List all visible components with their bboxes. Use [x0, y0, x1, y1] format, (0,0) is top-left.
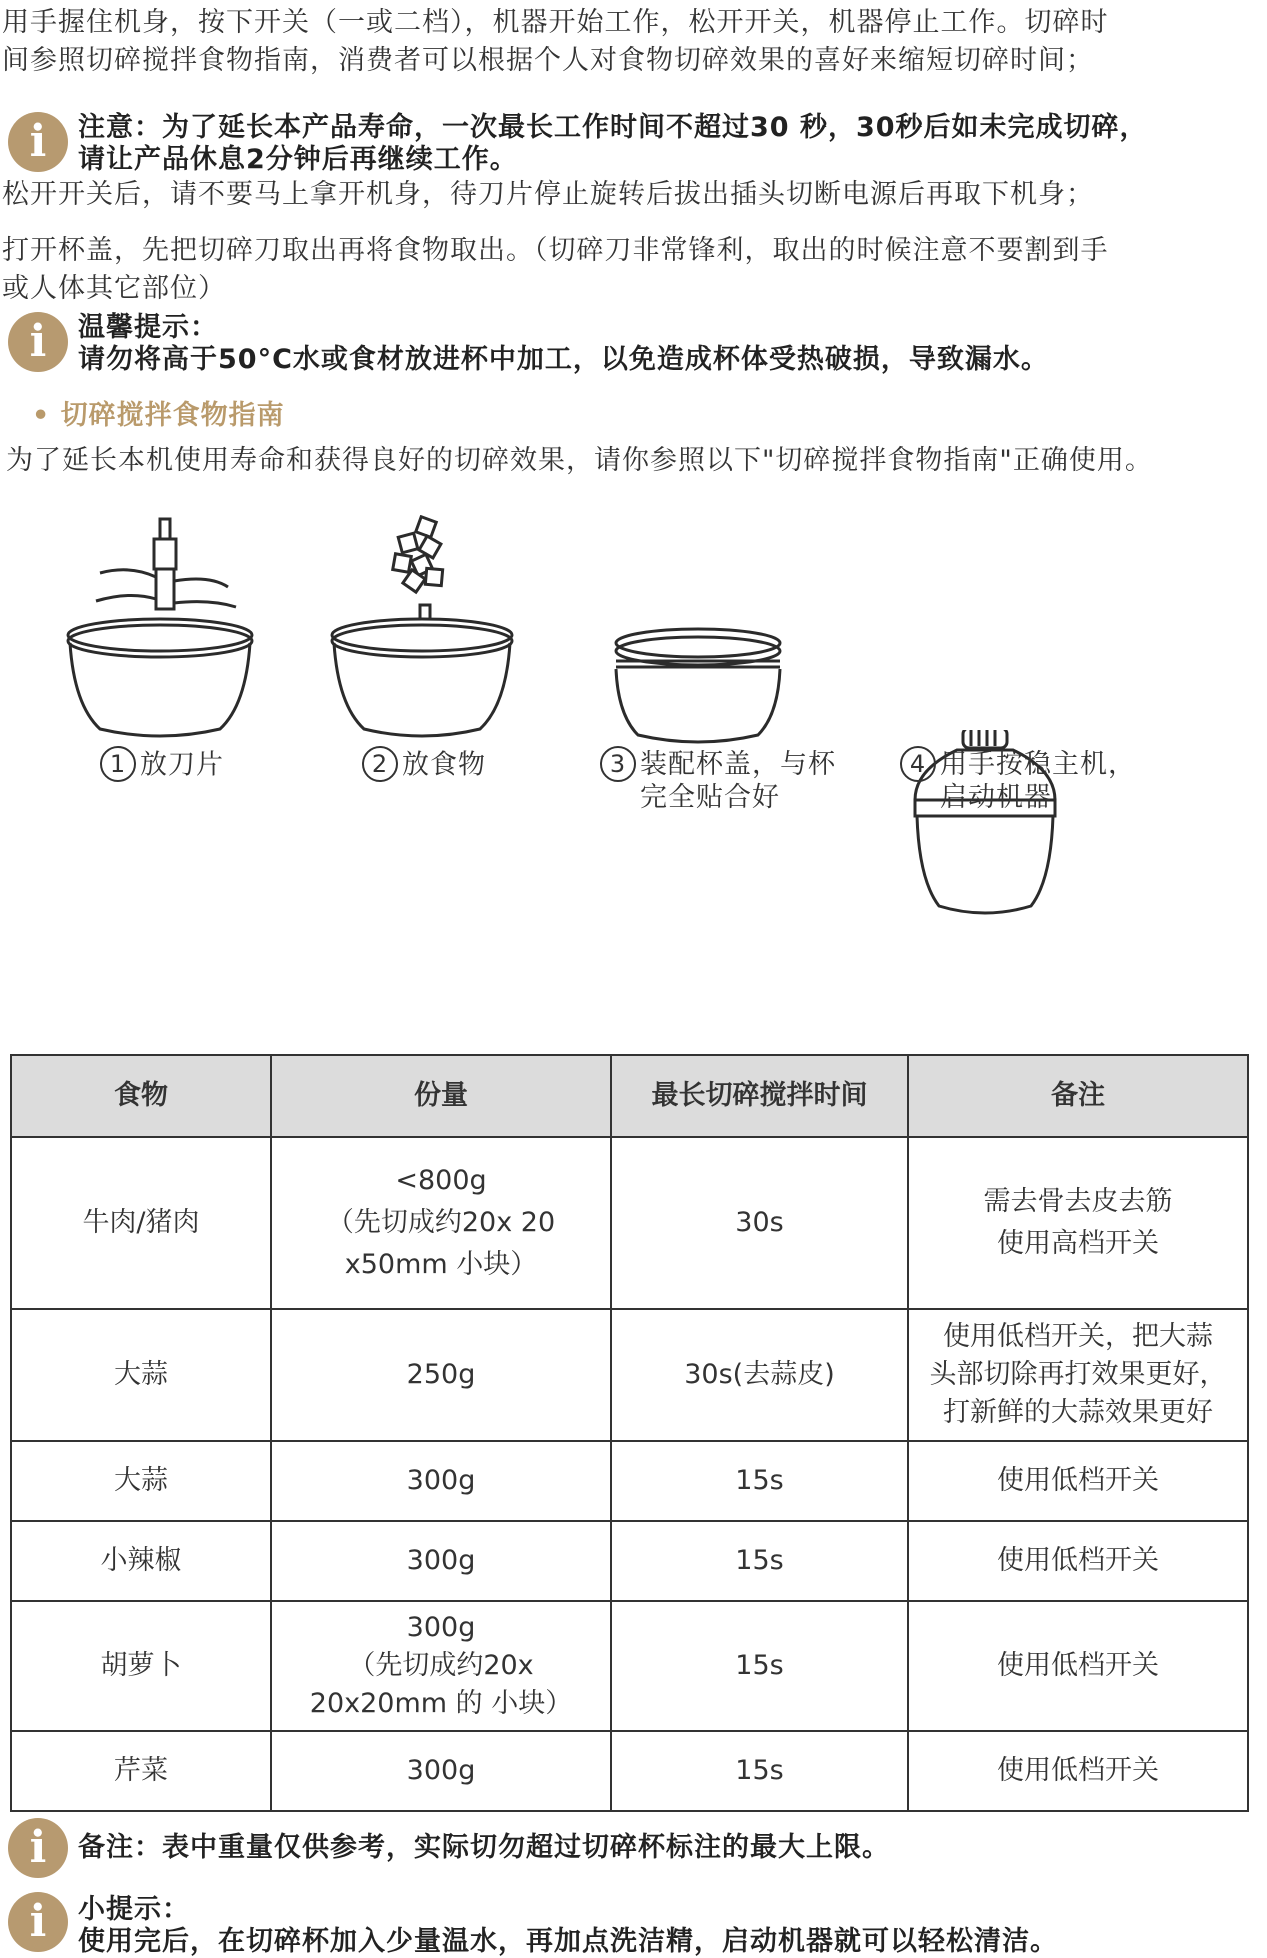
guide-intro: 为了延长本机使用寿命和获得良好的切碎效果，请你参照以下"切碎搅拌食物指南"正确使用。 [6, 445, 1153, 476]
header-max-time: 最长切碎搅拌时间 [611, 1055, 908, 1137]
section-title: • 切碎搅拌食物指南 [32, 400, 285, 431]
step-3-label: 3 装配杯盖，与杯 完全贴合好 [600, 748, 836, 814]
table-cell: 胡萝卜 [11, 1601, 271, 1731]
info-icon: i [8, 112, 68, 172]
info-icon: i [8, 312, 68, 372]
table-row [11, 1441, 1248, 1521]
info-icon: i [8, 1818, 68, 1878]
release-switch-paragraph: 松开开关后，请不要马上拿开机身，待刀片停止旋转后拔出插头切断电源后再取下机身； [2, 179, 1094, 210]
notice-runtime-limit: 注意：为了延长本产品寿命，一次最长工作时间不超过30 秒，30秒后如未完成切碎， 请让产品休息2分钟后再继续工作。 [78, 112, 1148, 175]
step-1-label: 1 放刀片 [100, 748, 224, 784]
table-cell: 使用低档开关，把大蒜 头部切除再打效果更好， 打新鲜的大蒜效果更好 [908, 1309, 1248, 1441]
table-cell: 300g [271, 1521, 611, 1601]
header-amount: 份量 [271, 1055, 611, 1137]
table-cell: 牛肉/猪肉 [11, 1137, 271, 1309]
step-4-number: 4 [900, 746, 936, 782]
table-cell: 芹菜 [11, 1731, 271, 1811]
cleaning-tip: 小提示： 使用完后，在切碎杯加入少量温水，再加点洗洁精，启动机器就可以轻松清洁。 [78, 1894, 1058, 1957]
table-row [11, 1521, 1248, 1601]
food-guide-table [10, 1054, 1249, 1812]
food-bowl-illustration [322, 515, 522, 745]
table-row [11, 1601, 1248, 1731]
table-cell: 300g [271, 1731, 611, 1811]
info-icon: i [8, 1892, 68, 1952]
table-cell: 300g （先切成约20x 20x20mm 的 小块） [271, 1601, 611, 1731]
step-1-number: 1 [100, 746, 136, 782]
table-cell: 小辣椒 [11, 1521, 271, 1601]
table-cell: 30s(去蒜皮) [611, 1309, 908, 1441]
intro-paragraph: 用手握住机身，按下开关（一或二档），机器开始工作，松开开关，机器停止工作。切碎时 间参照切碎搅拌食物指南，消费者可以根据个人对食物切碎效果的喜好来缩短切碎时间； [2, 7, 1109, 76]
table-cell: <800g （先切成约20x 20 x50mm 小块） [271, 1137, 611, 1309]
table-cell: 15s [611, 1441, 908, 1521]
remove-food-paragraph: 打开杯盖，先把切碎刀取出再将食物取出。（切碎刀非常锋利，取出的时候注意不要割到手 或人体其它部位） [2, 235, 1109, 304]
table-row [11, 1731, 1248, 1811]
table-cell: 使用低档开关 [908, 1601, 1248, 1731]
table-cell: 15s [611, 1731, 908, 1811]
table-cell: 使用低档开关 [908, 1731, 1248, 1811]
step-2-number: 2 [362, 746, 398, 782]
blade-bowl-illustration [60, 515, 260, 745]
table-cell: 使用低档开关 [908, 1441, 1248, 1521]
table-cell: 大蒜 [11, 1441, 271, 1521]
table-cell: 15s [611, 1601, 908, 1731]
table-cell: 需去骨去皮去筋 使用高档开关 [908, 1137, 1248, 1309]
step-2-label: 2 放食物 [362, 748, 486, 784]
table-cell: 300g [271, 1441, 611, 1521]
table-cell: 250g [271, 1309, 611, 1441]
step-3-number: 3 [600, 746, 636, 782]
table-footnote: 备注：表中重量仅供参考，实际切勿超过切碎杯标注的最大上限。 [78, 1832, 890, 1863]
step-4-label: 4 用手按稳主机， 启动机器 [900, 748, 1136, 814]
header-notes: 备注 [908, 1055, 1248, 1137]
table-cell: 使用低档开关 [908, 1521, 1248, 1601]
table-cell: 30s [611, 1137, 908, 1309]
table-cell: 15s [611, 1521, 908, 1601]
table-header-row [11, 1055, 1248, 1137]
table-row [11, 1137, 1248, 1309]
table-cell: 大蒜 [11, 1309, 271, 1441]
header-food: 食物 [11, 1055, 271, 1137]
lid-fitted-illustration [598, 515, 798, 745]
table-row [11, 1309, 1248, 1441]
warm-tip: 温馨提示： 请勿将高于50°C水或食材放进杯中加工，以免造成杯体受热破损，导致漏水。 [78, 312, 1049, 375]
